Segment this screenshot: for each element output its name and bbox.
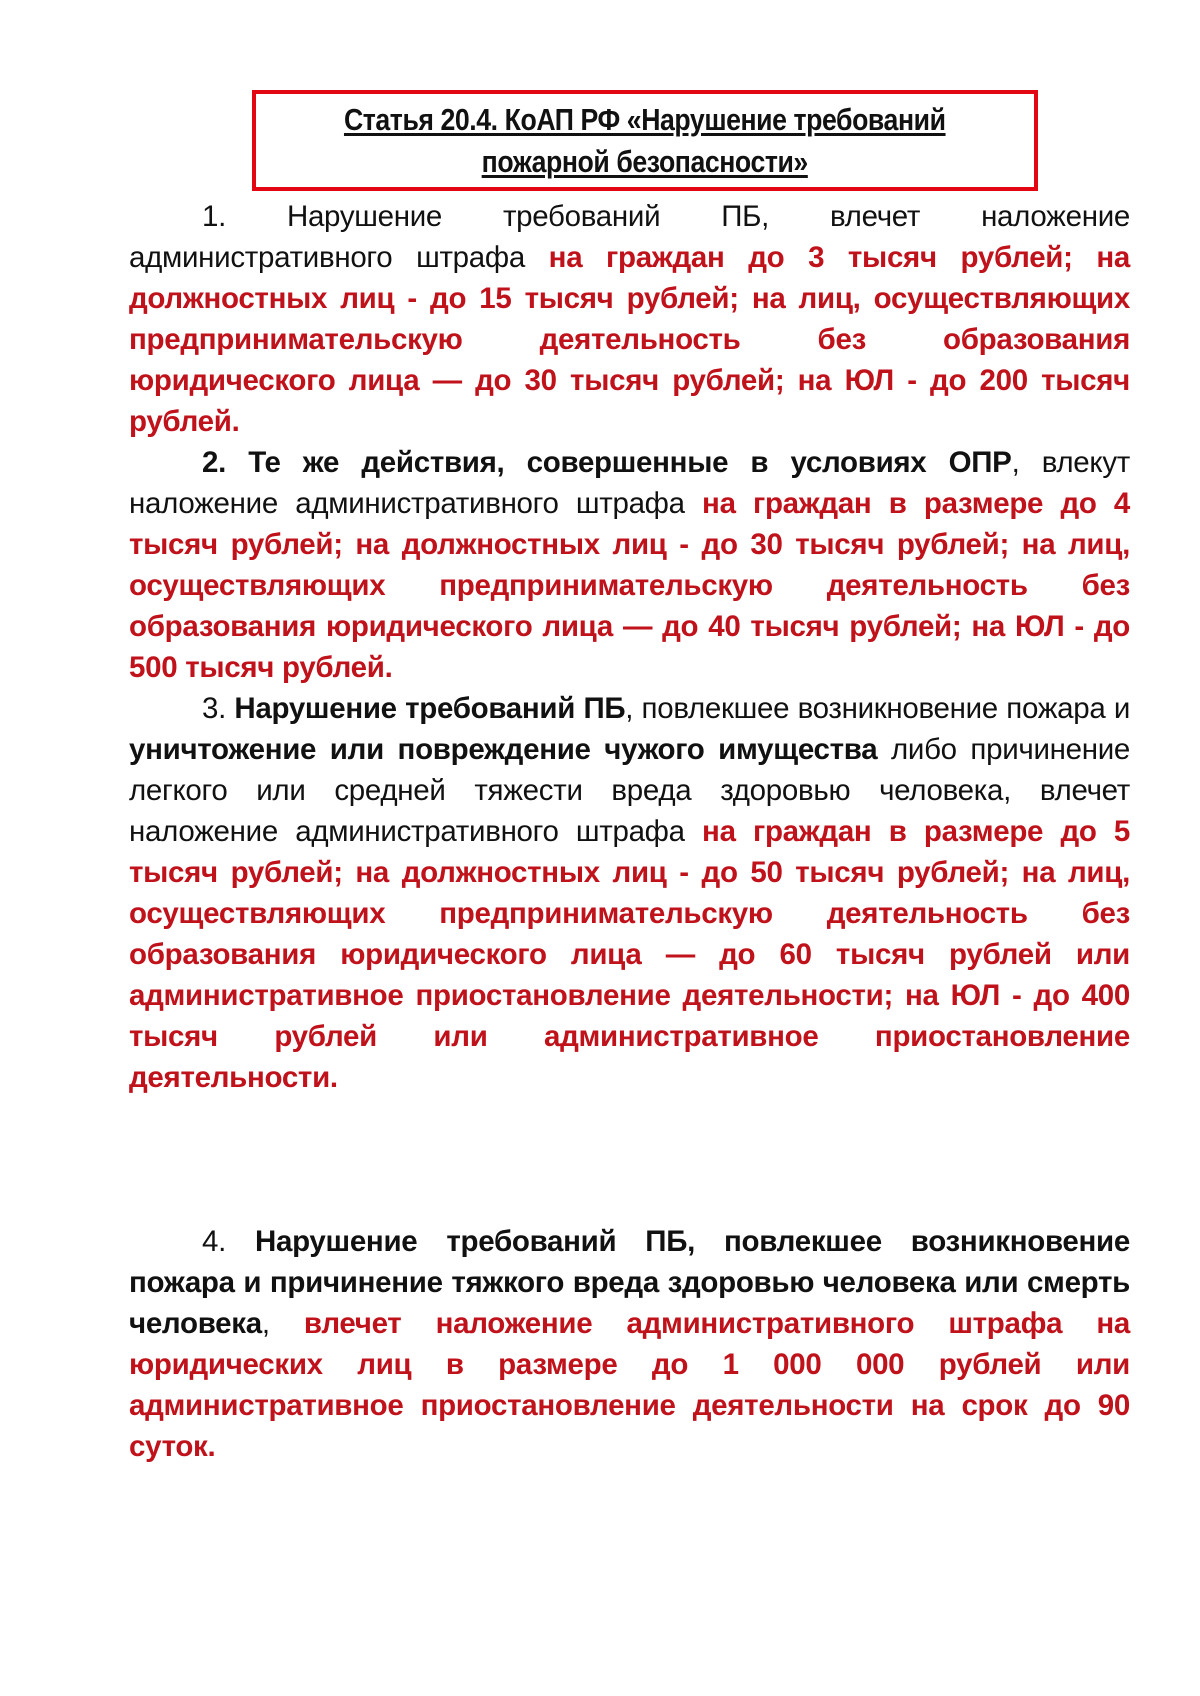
paragraph-4-penalties: влечет наложение административного штрафа на юридических лиц в размере до 1 000 000 рублей или административное приостановление деятельности на срок до 90 суток.	[129, 1307, 1130, 1463]
paragraph-4-text-1: ,	[687, 1225, 724, 1258]
title-line-1: Статья 20.4. КоАП РФ «Нарушение требований	[344, 101, 946, 137]
paragraph-3-damage: уничтожение или повреждение чужого имущества	[129, 733, 878, 766]
article-body	[129, 196, 1130, 1467]
title-line-2: пожарной безопасности»	[481, 143, 809, 179]
paragraph-2-text: , влекут наложение административного штрафа	[129, 446, 1131, 520]
paragraph-2	[129, 442, 1130, 688]
paragraph-4-harm: повлекшее возникновение пожара и причинение тяжкого вреда здоровью человека или смерть человека	[129, 1225, 1130, 1340]
paragraph-4	[129, 1221, 1130, 1467]
paragraph-1-penalties: на граждан до 3 тысяч рублей; на должностных лиц - до 15 тысяч рублей; на лиц, осуществляющих предпринимательскую деятельность без образования юридического лица — до 30 тысяч рублей; на ЮЛ - до 200 тысяч рублей.	[129, 241, 1131, 438]
paragraph-4-violation: Нарушение требований ПБ	[254, 1225, 688, 1258]
article-title	[344, 99, 946, 183]
paragraph-3	[129, 688, 1130, 1098]
paragraph-4-text-2: ,	[261, 1307, 304, 1340]
paragraph-4-number: 4.	[202, 1225, 255, 1258]
paragraph-3-number: 3.	[202, 692, 235, 725]
paragraph-1	[129, 196, 1130, 442]
paragraph-1-lead: 1. Нарушение требований ПБ, влечет наложение административного штрафа	[129, 200, 1130, 274]
paragraph-3-text-2: либо причинение легкого или средней тяжести вреда здоровью человека, влечет наложение административного штрафа	[129, 733, 1130, 848]
paragraph-3-text-1: , повлекшее возникновение пожара и	[625, 692, 1131, 725]
paragraph-2-heading: 2. Те же действия, совершенные в условиях ОПР	[202, 446, 1012, 479]
paragraph-3-penalties: на граждан в размере до 5 тысяч рублей; на должностных лиц - до 50 тысяч рублей; на лиц, осуществляющих предпринимательскую деятельность без образования юридического лица — до 60 тысяч рублей или административное приостановление деятельности; на ЮЛ - до 400 тысяч рублей или административное приостановление деятельности.	[129, 815, 1130, 1094]
paragraph-2-penalties: на граждан в размере до 4 тысяч рублей; на должностных лиц - до 30 тысяч рублей; на лиц, осуществляющих предпринимательскую деятельность без образования юридического лица — до 40 тысяч рублей; на ЮЛ - до 500 тысяч рублей.	[129, 487, 1130, 684]
title-frame	[252, 90, 1038, 191]
paragraph-3-violation: Нарушение требований ПБ	[234, 692, 626, 725]
